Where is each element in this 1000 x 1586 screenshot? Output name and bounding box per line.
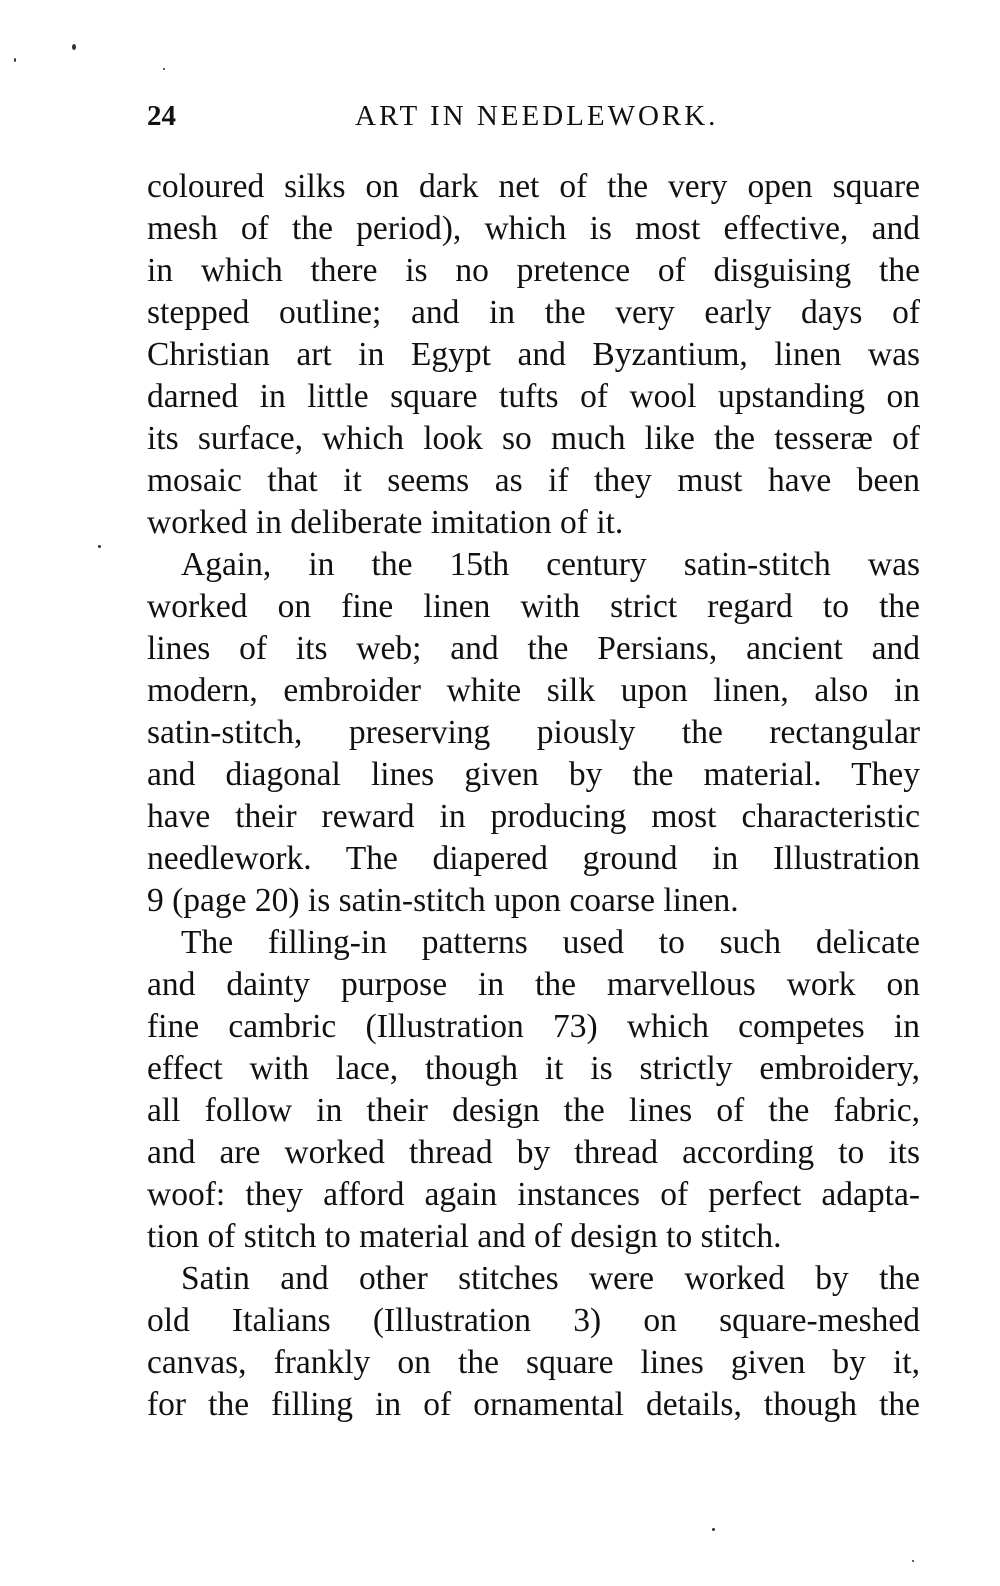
text-line: its surface, which look so much like the tesseræ of [147, 420, 920, 457]
paragraph [147, 166, 920, 544]
text-line: The filling-in patterns used to such delicate [181, 924, 920, 961]
paragraph [147, 544, 920, 922]
text-line: satin-stitch, preserving piously the rectangular [147, 714, 920, 751]
scan-speck [912, 1560, 914, 1562]
text-line: worked in deliberate imitation of it. [147, 504, 624, 541]
scan-speck [163, 68, 165, 70]
text-line: stepped outline; and in the very early days of [147, 294, 920, 331]
text-line: worked on fine linen with strict regard to the [147, 588, 920, 625]
scan-speck [98, 545, 101, 548]
scan-speck [72, 44, 76, 50]
text-line: Again, in the 15th century satin-stitch was [181, 546, 920, 583]
scan-speck [14, 58, 16, 62]
text-line: 9 (page 20) is satin-stitch upon coarse linen. [147, 882, 739, 919]
text-line: Satin and other stitches were worked by the [181, 1260, 920, 1297]
text-line: canvas, frankly on the square lines given by it, [147, 1344, 920, 1381]
text-line: coloured silks on dark net of the very open square [147, 168, 920, 205]
body-text [147, 166, 920, 1426]
text-line: and are worked thread by thread according to its [147, 1134, 920, 1171]
text-line: mesh of the period), which is most effective, and [147, 210, 920, 247]
running-head: ART IN NEEDLEWORK. [355, 100, 719, 132]
text-line: old Italians (Illustration 3) on square-meshed [147, 1302, 920, 1339]
text-line: for the filling in of ornamental details, though the [147, 1386, 920, 1423]
paragraph [147, 922, 920, 1258]
text-line: all follow in their design the lines of the fabric, [147, 1092, 920, 1129]
text-line: mosaic that it seems as if they must have been [147, 462, 920, 499]
scan-speck [712, 1528, 715, 1531]
text-line: have their reward in producing most characteristic [147, 798, 920, 835]
page-header [147, 100, 920, 140]
text-line: effect with lace, though it is strictly embroidery, [147, 1050, 920, 1087]
text-line: tion of stitch to material and of design to stitch. [147, 1218, 782, 1255]
page-number: 24 [147, 100, 176, 132]
text-line: in which there is no pretence of disguising the [147, 252, 920, 289]
text-line: needlework. The diapered ground in Illustration [147, 840, 920, 877]
text-line: lines of its web; and the Persians, ancient and [147, 630, 920, 667]
text-line: and dainty purpose in the marvellous work on [147, 966, 920, 1003]
text-line: and diagonal lines given by the material. They [147, 756, 920, 793]
paragraph [147, 1258, 920, 1426]
text-line: fine cambric (Illustration 73) which competes in [147, 1008, 920, 1045]
text-line: modern, embroider white silk upon linen, also in [147, 672, 920, 709]
text-line: Christian art in Egypt and Byzantium, linen was [147, 336, 920, 373]
text-line: woof: they afford again instances of perfect adapta- [147, 1176, 920, 1213]
text-line: darned in little square tufts of wool upstanding on [147, 378, 920, 415]
